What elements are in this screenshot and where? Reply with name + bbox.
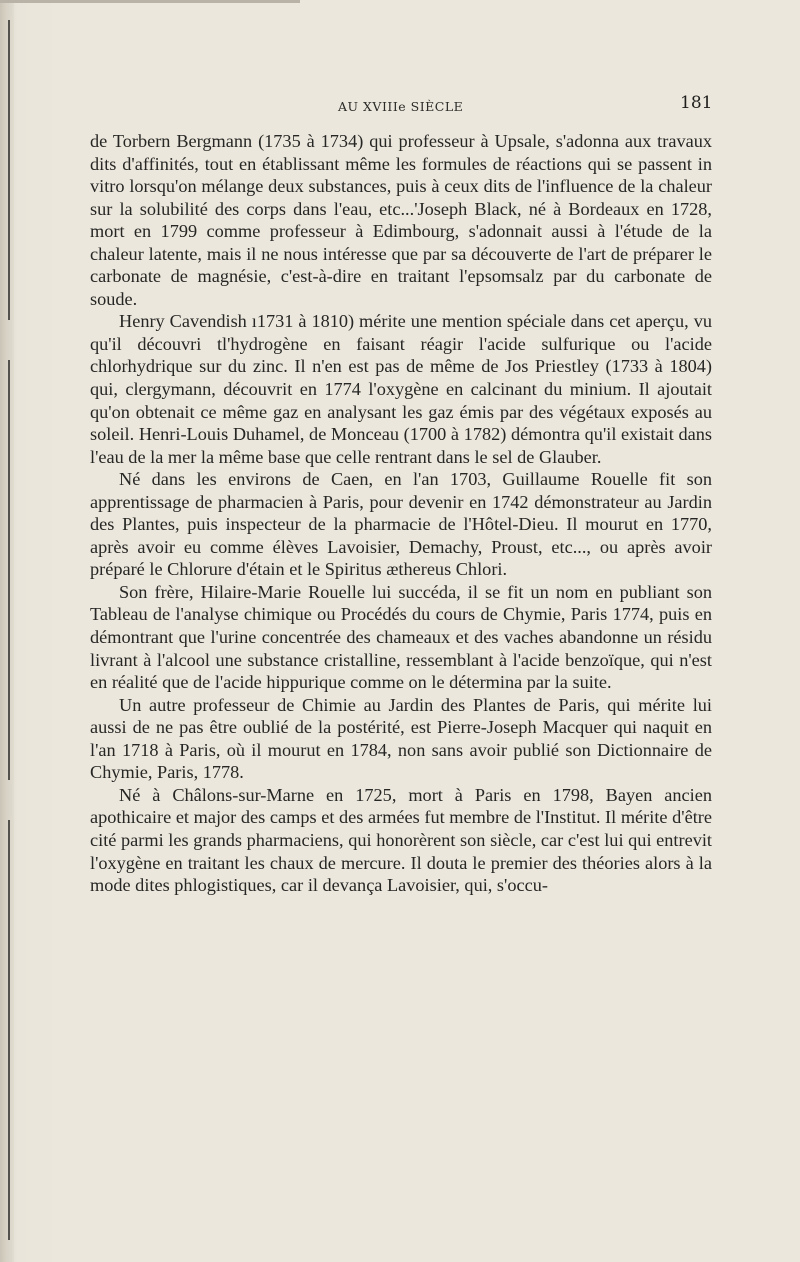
binding-shadow-line [8, 360, 10, 780]
paragraph: Un autre professeur de Chimie au Jardin des Plantes de Paris, qui mérite lui aussi de ne pas être oublié de la postérité, est Pierre-Joseph Macquer qui naquit en l'an 1718 à Paris, où il mourut en 1784, non sans avoir publié son Dictionnaire de Chymie, Paris, 1778. [90, 694, 712, 783]
paragraph: Henry Cavendish ı1731 à 1810) mérite une mention spéciale dans cet aperçu, vu qu'il découvri tl'hydrogène en faisant réagir l'acide sulfurique ou l'acide chlorhydrique sur du zinc. Il n'en est pas de même de Jos Priestley (1733 à 1804) qui, clergymann, découvrit en 1774 l'oxygène en calcinant du minium. Il ajoutait qu'on obtenait ce même gaz en analysant les gaz émis par des végétaux exposés au soleil. Henri-Louis Duhamel, de Monceau (1700 à 1782) démontra qu'il existait dans l'eau de la mer la même base que celle rentrant dans le sel de Glauber. [90, 311, 712, 467]
paragraph: Son frère, Hilaire-Marie Rouelle lui succéda, il se fit un nom en publiant son Tableau de l'analyse chimique ou Procédés du cours de Chymie, Paris 1774, puis en démontrant que l'urine concentrée des chameaux et des vaches abandonne un résidu livrant à l'alcool une substance cristalline, ressemblant à l'acide benzoïque, qui n'est en réalité que de l'acide hippurique comme on le détermina par la suite. [90, 581, 712, 693]
page-header [0, 90, 800, 120]
page-number: 181 [680, 93, 713, 113]
page-binding-edge [0, 0, 14, 1262]
binding-shadow-line [8, 20, 10, 320]
paragraph: de Torbern Bergmann (1735 à 1734) qui professeur à Upsale, s'adonna aux travaux dits d'affinités, tout en établissant même les formules de réactions qui se passent in vitro lorsqu'on mélange deux substances, puis à ceux dits de l'influence de la chaleur sur la solubilité des corps dans l'eau, etc...'Joseph Black, né à Bordeaux en 1728, mort en 1799 comme professeur à Edimbourg, s'adonnait aussi à l'étude de la chaleur latente, mais il ne nous intéresse que par sa découverte de l'art de préparer le carbonate de magnésie, c'est-à-dire en traitant l'epsomsalz par du carbonate de soude. [90, 131, 712, 309]
binding-shadow-line [8, 820, 10, 1240]
running-head: AU XVIIIe SIÈCLE [338, 99, 464, 114]
paragraph: Né à Châlons-sur-Marne en 1725, mort à Paris en 1798, Bayen ancien apothicaire et major des camps et des armées fut membre de l'Institut. Il mérite d'être cité parmi les grands pharmaciens, qui honorèrent son siècle, car c'est lui qui entrevit l'oxygène en traitant les chaux de mercure. Il douta le premier des théories alors à la mode dites phlogistiques, car il devança Lavoisier, qui, s'occu- [90, 784, 712, 896]
body-text [90, 130, 712, 897]
page-top-edge [0, 0, 300, 3]
paragraph: Né dans les environs de Caen, en l'an 1703, Guillaume Rouelle fit son apprentissage de pharmacien à Paris, pour devenir en 1742 démonstrateur au Jardin des Plantes, puis inspecteur de la pharmacie de l'Hôtel-Dieu. Il mourut en 1770, après avoir eu comme élèves Lavoisier, Demachy, Proust, etc..., ou après avoir préparé le Chlorure d'étain et le Spiritus æthereus Chlori. [90, 469, 712, 580]
